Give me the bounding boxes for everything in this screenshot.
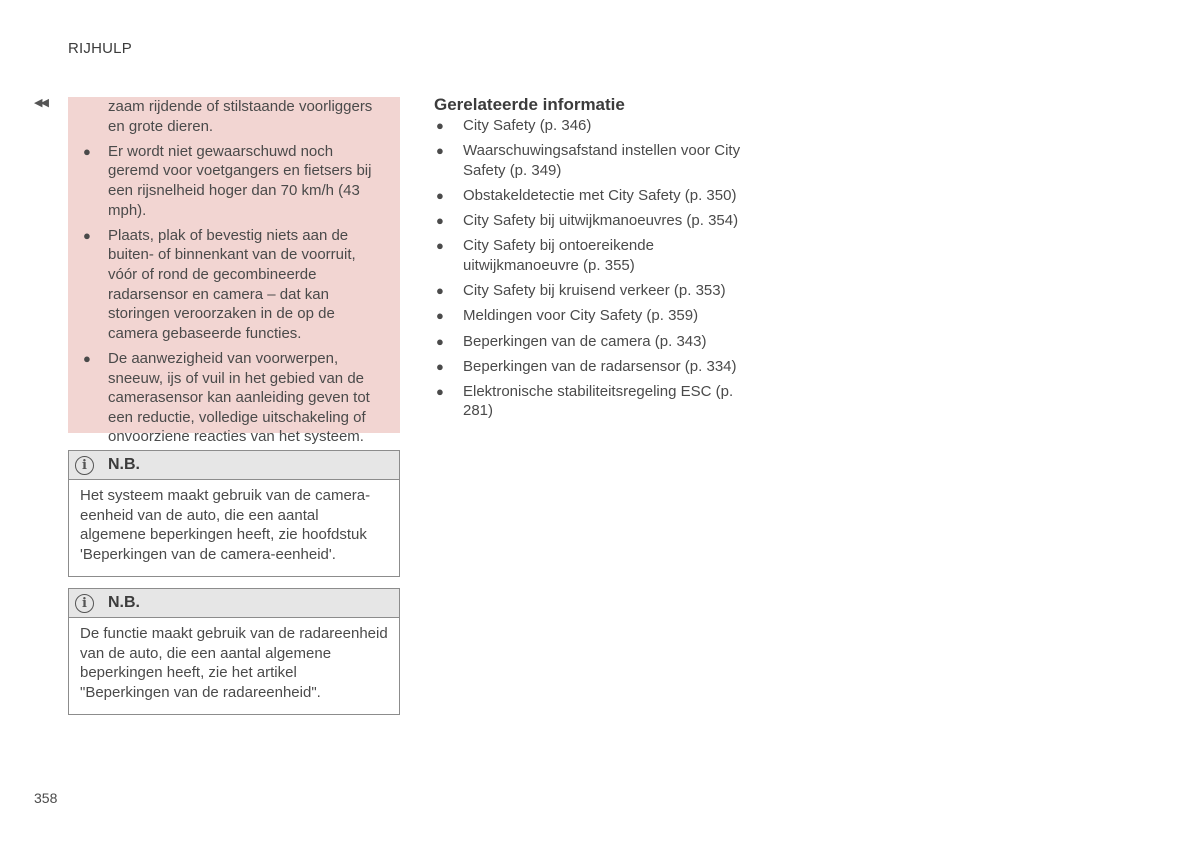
note-box-radar — [68, 588, 400, 715]
warning-list — [81, 142, 388, 447]
warning-item: ● De aanwezigheid van voorwerpen, sneeuw, ijs of vuil in het gebied van de camerasensor kan aanleiding geven tot een reductie, volledige uitschakeling of onvoorziene reacties van het systeem. — [83, 349, 370, 446]
bullet-icon: ● — [436, 283, 444, 299]
warning-box — [68, 97, 400, 446]
related-information — [434, 95, 764, 421]
bullet-icon: ● — [436, 187, 444, 203]
related-title: Gerelateerde informatie — [434, 95, 625, 114]
bullet-icon: ● — [436, 333, 444, 349]
related-link[interactable]: ● Obstakeldetectie met City Safety (p. 350) — [436, 186, 737, 204]
note-body: De functie maakt gebruik van de radareenheid van de auto, die een aantal algemene beperkingen heeft, zie het artikel "Beperkingen van de radareenheid". — [80, 625, 388, 701]
related-link[interactable]: ● City Safety bij ontoereikende uitwijkmanoeuvre (p. 355) — [436, 237, 654, 274]
info-icon: i — [75, 594, 94, 613]
related-link[interactable]: ● City Safety bij kruisend verkeer (p. 353) — [436, 282, 726, 300]
related-list — [434, 116, 764, 421]
warning-item: ● Plaats, plak of bevestig niets aan de buiten- of binnenkant van de voorruit, vóór of rond de gecombineerde radarsensor en camera – dat kan storingen veroorzaken in de op de camera gebaseerde functies. — [83, 226, 356, 342]
bullet-icon: ● — [436, 143, 444, 159]
related-link[interactable]: ● Waarschuwingsafstand instellen voor City Safety (p. 349) — [436, 142, 741, 179]
note-title: N.B. — [108, 456, 140, 473]
warning-item: ● Er wordt niet gewaarschuwd noch geremd voor voetgangers en fietsers bij een rijsnelheid hoger dan 70 km/h (43 mph). — [83, 142, 372, 219]
related-link[interactable]: ● City Safety bij uitwijkmanoeuvres (p. 354) — [436, 212, 739, 230]
bullet-icon: ● — [436, 358, 444, 374]
note-title: N.B. — [108, 594, 140, 611]
related-link[interactable]: ● Beperkingen van de camera (p. 343) — [436, 332, 707, 350]
related-link[interactable]: ● Beperkingen van de radarsensor (p. 334) — [436, 357, 737, 375]
related-link[interactable]: ● City Safety (p. 346) — [436, 117, 592, 134]
note-box-camera — [68, 450, 400, 577]
bullet-icon: ● — [83, 143, 91, 159]
note-header — [69, 451, 399, 480]
warning-lead-text: zaam rijdende of stilstaande voorliggers en grote dieren. — [108, 98, 373, 135]
bullet-icon: ● — [436, 383, 444, 399]
continued-from-previous-icon: ◀◀ — [34, 97, 47, 109]
info-icon: i — [75, 456, 94, 475]
page-number: 358 — [34, 790, 58, 806]
bullet-icon: ● — [436, 213, 444, 229]
related-link[interactable]: ● Elektronische stabiliteitsregeling ESC (p. 281) — [436, 382, 734, 420]
note-header — [69, 589, 399, 618]
bullet-icon: ● — [83, 227, 91, 243]
bullet-icon: ● — [83, 350, 91, 366]
bullet-icon: ● — [436, 308, 444, 324]
bullet-icon: ● — [436, 118, 444, 133]
section-header: RIJHULP — [68, 40, 132, 57]
related-link[interactable]: ● Meldingen voor City Safety (p. 359) — [436, 307, 699, 325]
note-body: Het systeem maakt gebruik van de camera-eenheid van de auto, die een aantal algemene beperkingen heeft, zie hoofdstuk 'Beperkingen van de camera-eenheid'. — [80, 487, 371, 563]
bullet-icon: ● — [436, 238, 444, 254]
